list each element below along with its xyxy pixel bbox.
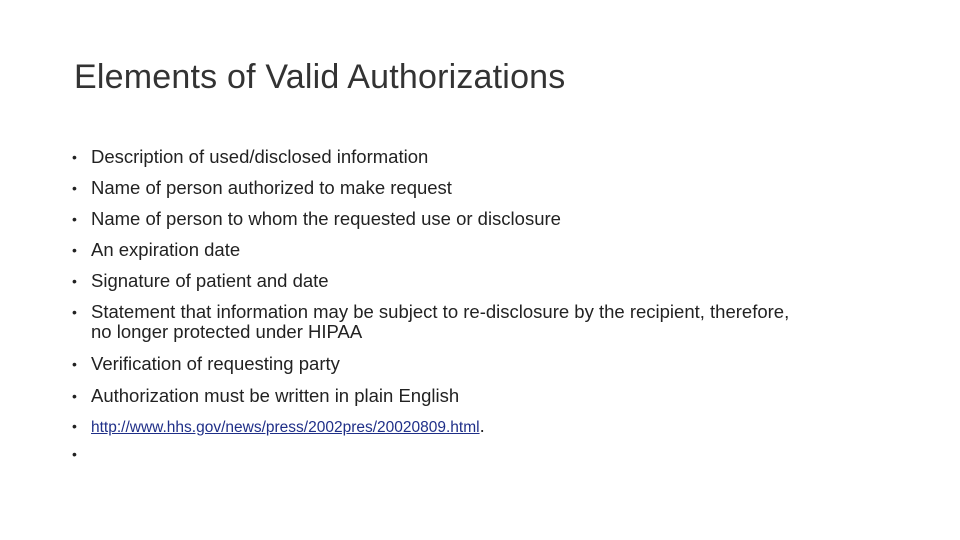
- bullet-dot-icon: •: [72, 356, 77, 372]
- bullet-dot-icon: •: [72, 211, 77, 227]
- bullet-dot-icon: •: [72, 418, 77, 434]
- slide-title: Elements of Valid Authorizations: [74, 58, 566, 96]
- bullet-dot-icon: •: [72, 304, 77, 320]
- bullet-dot-icon: •: [72, 446, 77, 462]
- bullet-text: An expiration date: [91, 239, 241, 260]
- bullet-text: Name of person to whom the requested use or disclosure: [91, 208, 561, 229]
- bullet-dot-icon: •: [72, 149, 77, 165]
- link-trailing-period: .: [479, 415, 485, 436]
- bullet-text: Statement that information may be subject to re-disclosure by the recipient, therefore,: [91, 301, 790, 322]
- bullet-text: no longer protected under HIPAA: [91, 321, 363, 342]
- bullet-text: Name of person authorized to make request: [91, 177, 452, 198]
- bullet-text: Verification of requesting party: [91, 353, 340, 374]
- bullet-dot-icon: •: [72, 180, 77, 196]
- bullet-text: Description of used/disclosed information: [91, 146, 429, 167]
- bullet-text: Signature of patient and date: [91, 270, 329, 291]
- bullet-dot-icon: •: [72, 273, 77, 289]
- hhs-press-link[interactable]: http://www.hhs.gov/news/press/2002pres/20020809.html: [91, 419, 480, 436]
- bullet-text: [91, 416, 891, 438]
- bullet-dot-icon: •: [72, 388, 77, 404]
- bullet-text: Authorization must be written in plain English: [91, 385, 460, 406]
- bullet-dot-icon: •: [72, 242, 77, 258]
